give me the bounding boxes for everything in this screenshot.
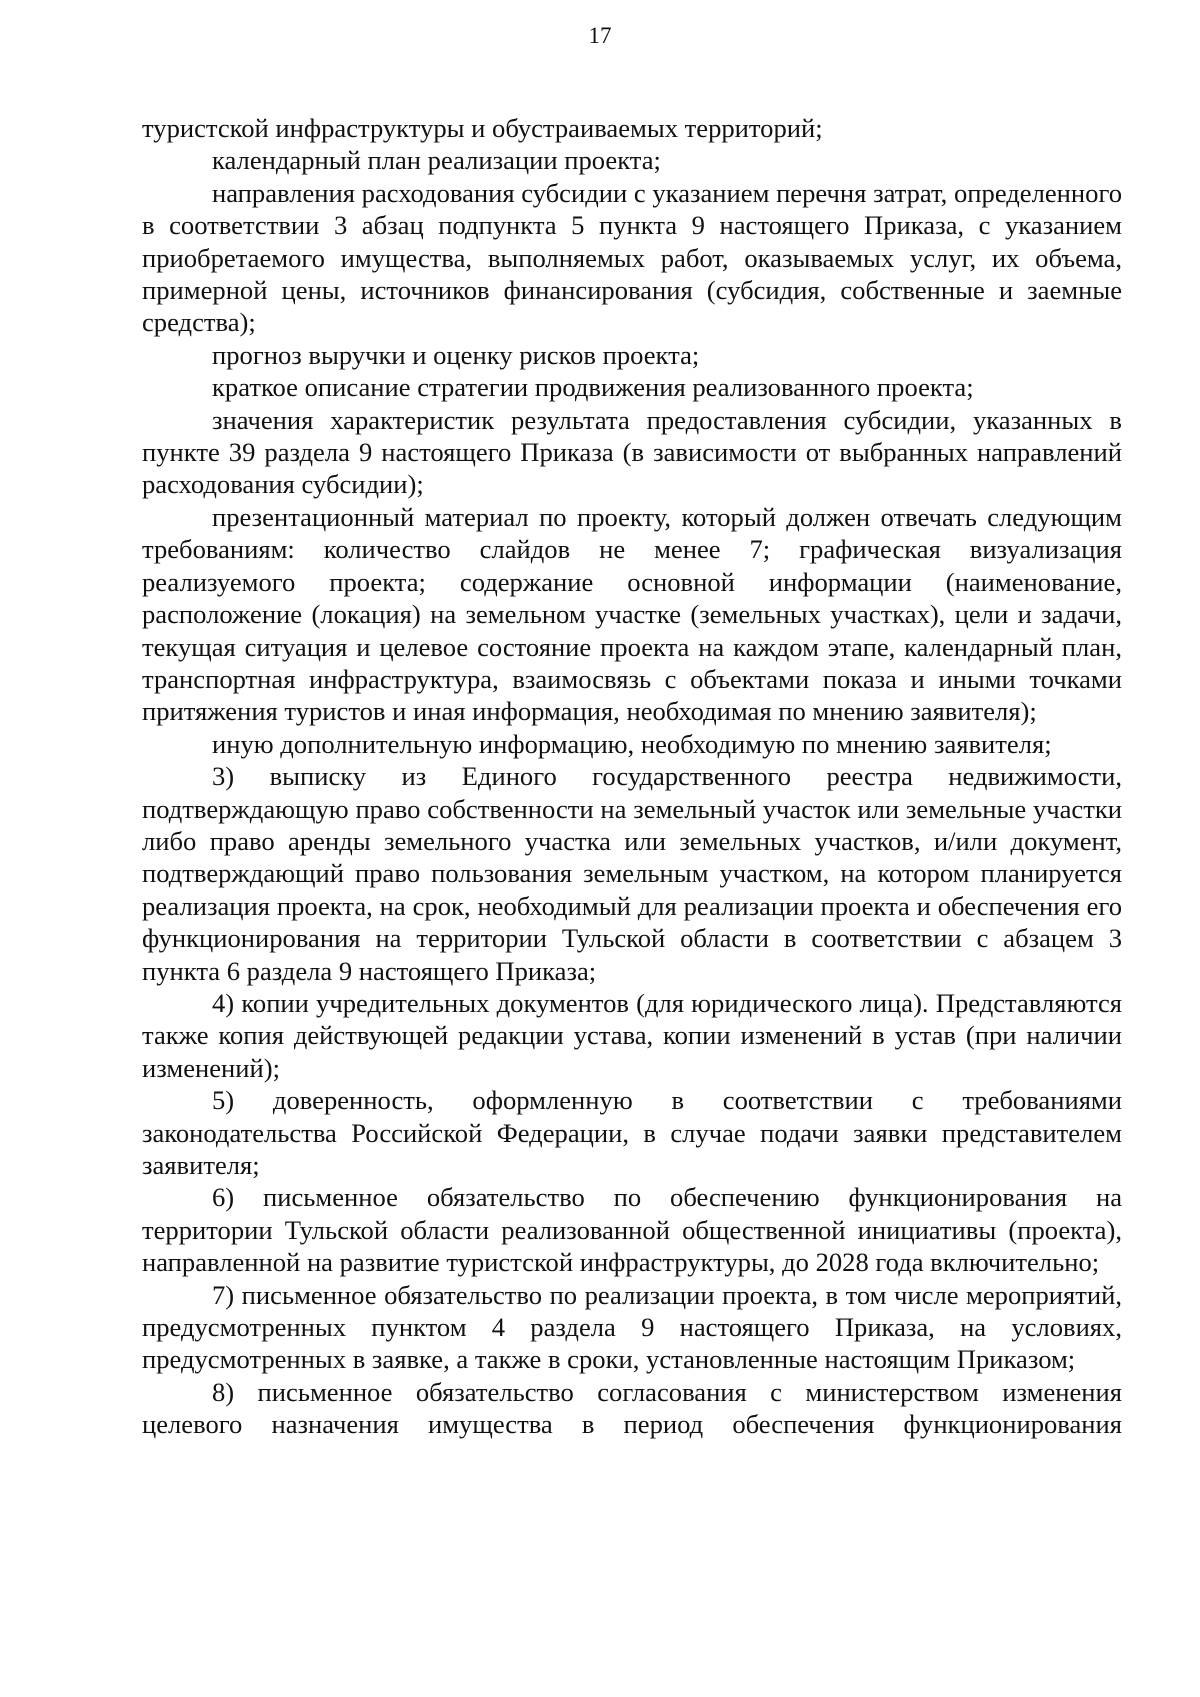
paragraph: туристской инфраструктуры и обустраиваемых территорий; bbox=[142, 113, 823, 143]
paragraph: 8) письменное обязательство согласования с министерством изменения целевого назначения имущества в период обеспечения функционирования bbox=[142, 1376, 1122, 1440]
paragraph: 7) письменное обязательство по реализации проекта, в том числе мероприятий, предусмотренных пунктом 4 раздела 9 настоящего Приказа, на условиях, предусмотренных в заявке, а также в сроки, установленные настоящим Приказом; bbox=[142, 1279, 1122, 1375]
paragraph: иную дополнительную информацию, необходимую по мнению заявителя; bbox=[212, 728, 1052, 759]
paragraph: краткое описание стратегии продвижения реализованного проекта; bbox=[212, 372, 974, 403]
paragraph: календарный план реализации проекта; bbox=[212, 145, 661, 176]
page-number: 17 bbox=[588, 23, 612, 48]
paragraph: направления расходования субсидии с указанием перечня затрат, определенного в соответствии 3 абзац подпункта 5 пункта 9 настоящего Приказа, с указанием приобретаемого имущества, выполняемых работ, оказываемых услуг, их объема, примерной цены, источников финансирования (субсидия, собственные и заемные средства); bbox=[142, 177, 1122, 338]
paragraph: 3) выписку из Единого государственного реестра недвижимости, подтверждающую право собственности на земельный участок или земельные участки либо право аренды земельного участка или земельных участков, и/или документ, подтверждающий право пользования земельным участком, на котором планируется реализация проекта, на срок, необходимый для реализации проекта и обеспечения его функционирования на территории Тульской области в соответствии с абзацем 3 пункта 6 раздела 9 настоящего Приказа; bbox=[142, 761, 1122, 986]
paragraph: 4) копии учредительных документов (для юридического лица). Представляются также копия действующей редакции устава, копии изменений в устав (при наличии изменений); bbox=[142, 987, 1122, 1083]
paragraph: 6) письменное обязательство по обеспечению функционирования на территории Тульской области реализованной общественной инициативы (проекта), направленной на развитие туристской инфраструктуры, до 2028 года включительно; bbox=[142, 1182, 1122, 1278]
paragraph: 5) доверенность, оформленную в соответствии с требованиями законодательства Российской Федерации, в случае подачи заявки представителем заявителя; bbox=[142, 1085, 1122, 1180]
document-body bbox=[142, 112, 1122, 1441]
paragraph: презентационный материал по проекту, который должен отвечать следующим требованиям: количество слайдов не менее 7; графическая визуализация реализуемого проекта; содержание основной информации (наименование, расположение (локация) на земельном участке (земельных участках), цели и задачи, текущая ситуация и целевое состояние проекта на каждом этапе, календарный план, транспортная инфраструктура, взаимосвязь с объектами показа и иными точками притяжения туристов и иная информация, необходимая по мнению заявителя); bbox=[142, 501, 1122, 727]
paragraph: прогноз выручки и оценку рисков проекта; bbox=[212, 339, 700, 370]
paragraph: значения характеристик результата предоставления субсидии, указанных в пункте 39 раздела 9 настоящего Приказа (в зависимости от выбранных направлений расходования субсидии); bbox=[142, 404, 1122, 500]
